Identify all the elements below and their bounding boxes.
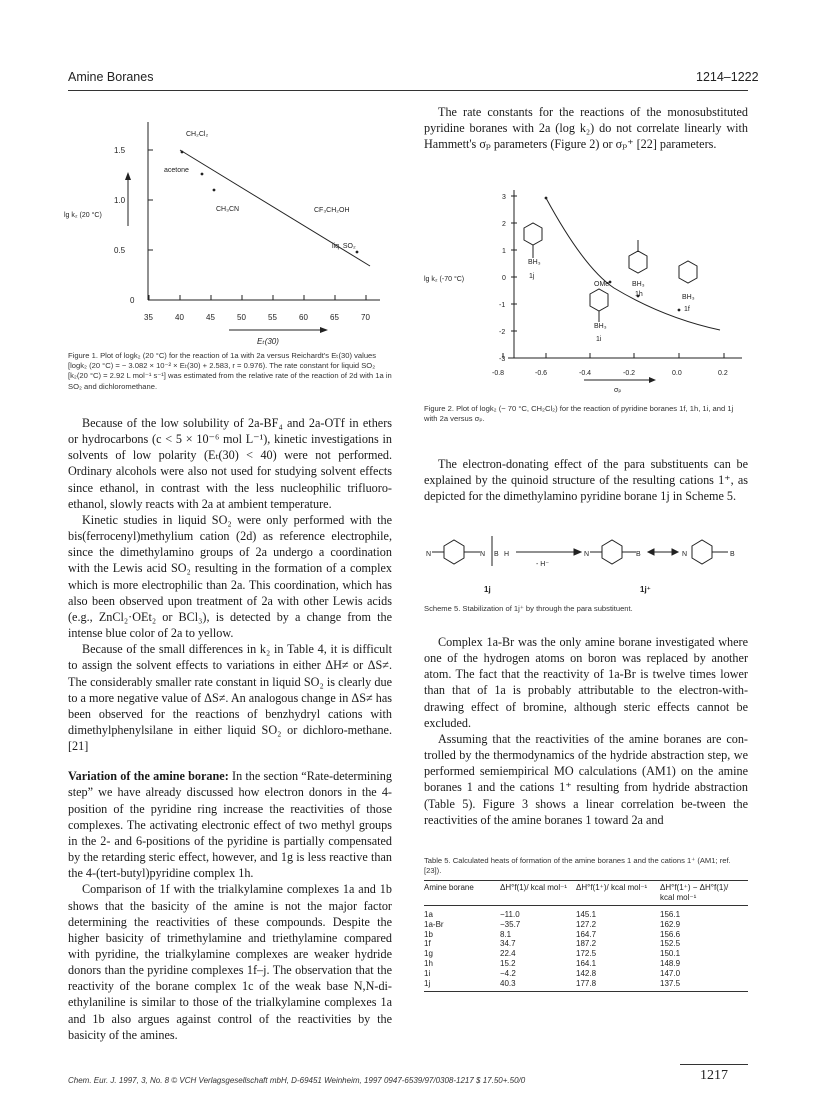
svg-text:B: B bbox=[730, 551, 735, 558]
table-cell: 34.7 bbox=[500, 939, 516, 949]
table-cell: 164.7 bbox=[576, 929, 597, 939]
fig2-xtick: -0.6 bbox=[535, 370, 548, 377]
pyridine-structure-1f bbox=[679, 261, 697, 283]
table-cell: −4.2 bbox=[500, 968, 516, 978]
paragraph bbox=[68, 768, 392, 881]
table-cell: 127.2 bbox=[576, 919, 597, 929]
figure1-xticks bbox=[144, 295, 370, 322]
footer-citation: Chem. Eur. J. 1997, 3, No. 8 © VCH Verlagsgesellschaft mbH, D-69451 Weinheim, 1997 0947-6539/97/0308-1217 $ 17.50+.50/0 bbox=[68, 1076, 526, 1085]
bh3-label: BH₃ bbox=[682, 294, 695, 301]
table-cell: 15.2 bbox=[500, 958, 516, 968]
figure2-xticks bbox=[492, 353, 728, 377]
paragraph: The electron-donating effect of the para substituents can be explained by the quinoid structure of the resulting cations 1⁺, as depicted for the dimethylamino pyridine borane 1j in Scheme 5. bbox=[424, 457, 748, 504]
right-lower bbox=[424, 634, 748, 828]
fig1-xtick: 70 bbox=[361, 313, 370, 322]
fig1-xtick: 65 bbox=[330, 313, 339, 322]
svg-text:H: H bbox=[504, 551, 510, 558]
figure2-caption: Figure 2. Plot of logk₂ (− 70 °C, CH₂Cl₂) for the reaction of pyridine boranes 1f, 1h, 1i, and 1j with 2a versus σₚ. bbox=[424, 404, 734, 424]
fig2-ytick: 2 bbox=[502, 221, 506, 228]
paragraph: Because of the small differences in k₂ in Table 4, it is difficult to assign the solvent effects to variations in either ΔH≠ or ΔS≠. The considerably smaller rate constant in liquid SO₂ is clearly due to a more negative value of ΔS≠. An analogous change in ΔS≠ has been observed for the reactions of benzhydryl cations with dimethylphenylsilane in either liquid SO₂ or dichloro-methane.[21] bbox=[68, 642, 392, 754]
table-cell: 40.3 bbox=[500, 978, 516, 988]
figure1-yticks bbox=[114, 146, 153, 305]
scheme5-label-right: 1j⁺ bbox=[640, 585, 651, 594]
fig1-xtick: 50 bbox=[237, 313, 246, 322]
section-head: Variation of the amine borane: bbox=[68, 769, 229, 784]
svg-text:B: B bbox=[494, 551, 499, 558]
fig1-ytick: 1.5 bbox=[114, 146, 126, 155]
paragraph: Comparison of 1f with the trialkylamine complexes 1a and 1b shows that the basicity of the amine is not the major factor determining the reactivities of these compounds. Despite the higher basicity of trimethylamine and triethylamine compared with pyridine, the trialkylamine complexes are weaker hydride donors than the pyridine complexes 1f–j. The observation that the reactivity of the borane complex 1c of the weak base N,N-di-ethylaniline is similar to those of the trialkylamine complexes 1a and 1b also argues against control of the reactivities by the basicity of the amines. bbox=[68, 882, 392, 1042]
table-row bbox=[424, 906, 748, 920]
paragraph: The rate constants for the reactions of the monosubstituted pyridine boranes with 2a (log k₂) do not correlate linearly with Hammett's σₚ parameters (Figure 2) or σₚ⁺ [22] parameters. bbox=[424, 105, 748, 152]
fig2-ylabel: lg k₂ (-70 °C) bbox=[424, 276, 465, 283]
fig2-xtick: 0.2 bbox=[718, 370, 728, 377]
table-cell: 152.5 bbox=[660, 939, 681, 949]
fig1-solvent-label: CF₃CH₂OH bbox=[314, 207, 350, 214]
paragraph: Because of the low solubility of 2a-BF₄ and 2a-OTf in ethers or hydrocarbons (c < 5 × 10⁻⁶ mol L⁻¹), kinetic investigations in solvents of low polarity (Eₜ(30) < 40) were not performed. Ordinary alcohols were also not used for studying solvent effects since ethanol, in contrast with the less nucleophilic trifluoro-ethanol, slowly reacts with 2a at ambient temperature. bbox=[68, 416, 392, 511]
fig1-xtick: 40 bbox=[175, 313, 184, 322]
header-rule bbox=[68, 90, 748, 91]
pyridine-structure-1j bbox=[524, 223, 542, 258]
table-cell: 156.6 bbox=[660, 929, 681, 939]
table-cell: 1b bbox=[424, 929, 433, 939]
fig1-ytick: 1.0 bbox=[114, 196, 126, 205]
fig1-solvent-label: CH₂Cl₂ bbox=[186, 131, 209, 138]
fig2-label-1h: 1h bbox=[635, 291, 643, 298]
table-cell: 1h bbox=[424, 958, 433, 968]
fig1-xtick: 35 bbox=[144, 313, 153, 322]
svg-text:N: N bbox=[480, 551, 486, 558]
scheme5-caption: Scheme 5. Stabilization of 1j⁺ by through the para substituent. bbox=[424, 604, 633, 613]
table-cell: 1g bbox=[424, 949, 433, 959]
right-mid bbox=[424, 456, 748, 504]
fig1-xtick: 60 bbox=[299, 313, 308, 322]
fig2-xtick: -0.4 bbox=[579, 370, 592, 377]
running-header-right: 1214–1222 bbox=[696, 70, 759, 84]
table5-caption: Table 5. Calculated heats of formation of the amine boranes 1 and the cations 1⁺ (AM1; ref. [23]). bbox=[424, 856, 731, 876]
table5 bbox=[424, 880, 748, 992]
svg-text:N: N bbox=[682, 551, 688, 558]
paragraph: Assuming that the reactivities of the amine boranes are con-trolled by the thermodynamics of the hydride abstraction step, we performed semiempirical MO calculations (AM1) on the amine boranes 1 and the cations 1⁺ resulting from hydride abstraction (Table 5). Figure 3 shows a linear correlation be-tween the reactivities of the amine boranes 1 toward 2a and bbox=[424, 731, 748, 827]
table-cell: 137.5 bbox=[660, 978, 681, 988]
svg-text:N: N bbox=[584, 551, 590, 558]
fig2-ytick: -3 bbox=[499, 356, 506, 363]
table-row bbox=[424, 959, 748, 969]
scheme5-arrow-label: - H⁻ bbox=[536, 561, 550, 568]
table-cell: 148.9 bbox=[660, 958, 681, 968]
table-row bbox=[424, 920, 748, 930]
table-cell: 1f bbox=[424, 939, 431, 949]
fig2-label-1f: 1f bbox=[684, 306, 690, 313]
table-cell: 187.2 bbox=[576, 939, 597, 949]
fig2-xlabel: σₚ bbox=[614, 387, 622, 394]
fig2-ytick: -1 bbox=[499, 302, 506, 309]
table-cell: 1a bbox=[424, 910, 433, 919]
table-cell: 172.5 bbox=[576, 949, 597, 959]
paragraph: Complex 1a-Br was the only amine borane investigated where one of the hydrogen atoms on boron was replaced by another atom. The fact that the reactivity of 1a-Br is twelve times lower than that of 1a is probably attributable to the electron-with-drawing effect of bromine, although steric effects cannot be excluded. bbox=[424, 635, 748, 730]
fig2-xtick: -0.8 bbox=[492, 370, 505, 377]
table-row bbox=[424, 969, 748, 979]
bh3-label: BH₃ bbox=[528, 259, 541, 266]
footer-rule bbox=[680, 1064, 748, 1065]
bh3-label: BH₃ bbox=[594, 323, 607, 330]
table-header-row bbox=[424, 881, 748, 906]
pyridine-structure-1h bbox=[629, 240, 647, 273]
fig1-xtick: 55 bbox=[268, 313, 277, 322]
fig2-ytick: -2 bbox=[499, 329, 506, 336]
table-header: ΔH°f(1⁺)/ kcal mol⁻¹ bbox=[576, 883, 648, 892]
table-cell: 150.1 bbox=[660, 949, 681, 959]
table-cell: 22.4 bbox=[500, 949, 516, 959]
page-number: 1217 bbox=[700, 1068, 728, 1083]
table-header: ΔH°f(1)/ kcal mol⁻¹ bbox=[500, 883, 567, 892]
table-cell: 145.1 bbox=[576, 910, 597, 919]
table-row bbox=[424, 979, 748, 992]
fig2-label-ome: OMe bbox=[594, 281, 610, 288]
table-cell: 1a-Br bbox=[424, 919, 444, 929]
fig2-ytick: 1 bbox=[502, 248, 506, 255]
table-row bbox=[424, 930, 748, 940]
table-cell: 8.1 bbox=[500, 929, 512, 939]
fig2-label-1j: 1j bbox=[529, 273, 535, 280]
paragraph-text: In the section “Rate-determining step” we have already discussed how electron donors in the 4-position of the pyridine ring increase the reactivities of those complexes. The activating electronic effect of two methyl groups in the 2- and 6-positions of the pyridine is partially compensated by the retarding steric effect, however, and 1g is less reactive than the 4-(tert-butyl)pyridine complex 1h. bbox=[68, 769, 392, 881]
table-cell: −35.7 bbox=[500, 919, 521, 929]
scheme5-structure bbox=[424, 516, 748, 602]
pyridine-structure-1i bbox=[590, 289, 608, 322]
table-header: Amine borane bbox=[424, 883, 474, 892]
paragraph: Kinetic studies in liquid SO₂ were only performed with the bis(ferrocenyl)methylium cation (2d) as reference electrophile, since the dimethylamino groups of 2a undergo a coordination with the Lewis acid SO₂ resulting in the formation of a complex which is more electrophilic than 2a. This coordination, which has also been observed upon treatment of 2a with other Lewis acids (e.g., ZnCl₂·OEt₂ or BCl₃), is detected by a change from the intense blue color of 2a to yellow. bbox=[68, 512, 392, 641]
figure1-plot bbox=[64, 104, 394, 348]
right-intro bbox=[424, 104, 748, 152]
table-cell: 142.8 bbox=[576, 968, 597, 978]
bh3-label: BH₃ bbox=[632, 281, 645, 288]
left-column bbox=[68, 415, 392, 1043]
scheme5-label-left: 1j bbox=[484, 585, 491, 594]
table-cell: 156.1 bbox=[660, 910, 681, 919]
fig2-xtick: 0.0 bbox=[672, 370, 682, 377]
fig2-ytick: 0 bbox=[502, 275, 506, 282]
table-cell: −11.0 bbox=[500, 910, 520, 919]
fig1-xlabel: Eₜ(30) bbox=[257, 337, 279, 346]
running-header-left: Amine Boranes bbox=[68, 70, 154, 84]
fig1-solvent-label: CH₃CN bbox=[216, 206, 240, 213]
fig1-xtick: 45 bbox=[206, 313, 215, 322]
table-row bbox=[424, 949, 748, 959]
fig1-ytick: 0 bbox=[130, 296, 135, 305]
table-cell: 1i bbox=[424, 968, 431, 978]
figure2-plot bbox=[424, 178, 748, 396]
table-cell: 177.8 bbox=[576, 978, 597, 988]
table-cell: 162.9 bbox=[660, 919, 681, 929]
fig2-ytick: 3 bbox=[502, 194, 506, 201]
svg-text:N: N bbox=[426, 551, 432, 558]
fig1-ytick: 0.5 bbox=[114, 246, 126, 255]
table-header: ΔH°f(1⁺) − ΔH°f(1)/ kcal mol⁻¹ bbox=[660, 883, 729, 902]
fig2-xtick: -0.2 bbox=[623, 370, 636, 377]
table-row bbox=[424, 939, 748, 949]
fig1-solvent-label: acetone bbox=[164, 167, 189, 174]
table-cell: 147.0 bbox=[660, 968, 681, 978]
table-cell: 164.1 bbox=[576, 958, 597, 968]
fig2-label-1i: 1i bbox=[596, 336, 602, 343]
fig1-solvent-label: liq. SO₂ bbox=[332, 243, 356, 250]
figure1-caption: Figure 1. Plot of logk₂ (20 °C) for the reaction of 1a with 2a versus Reichardt's Eₜ(30) values [logk₂ (20 °C) = − 3.082 × 10⁻² × Eₜ(30) + 2.583, r = 0.976). The rate constant for liquid SO₂ [k₂(20 °C) = 2.92 L mol⁻¹ s⁻¹] was estimated from the relative rate of the reaction of 2d with 1a in SO₂ and dichloromethane. bbox=[68, 351, 392, 391]
fig1-ylabel: lg k₂ (20 °C) bbox=[64, 212, 102, 219]
svg-text:B: B bbox=[636, 551, 641, 558]
table-cell: 1j bbox=[424, 978, 431, 988]
